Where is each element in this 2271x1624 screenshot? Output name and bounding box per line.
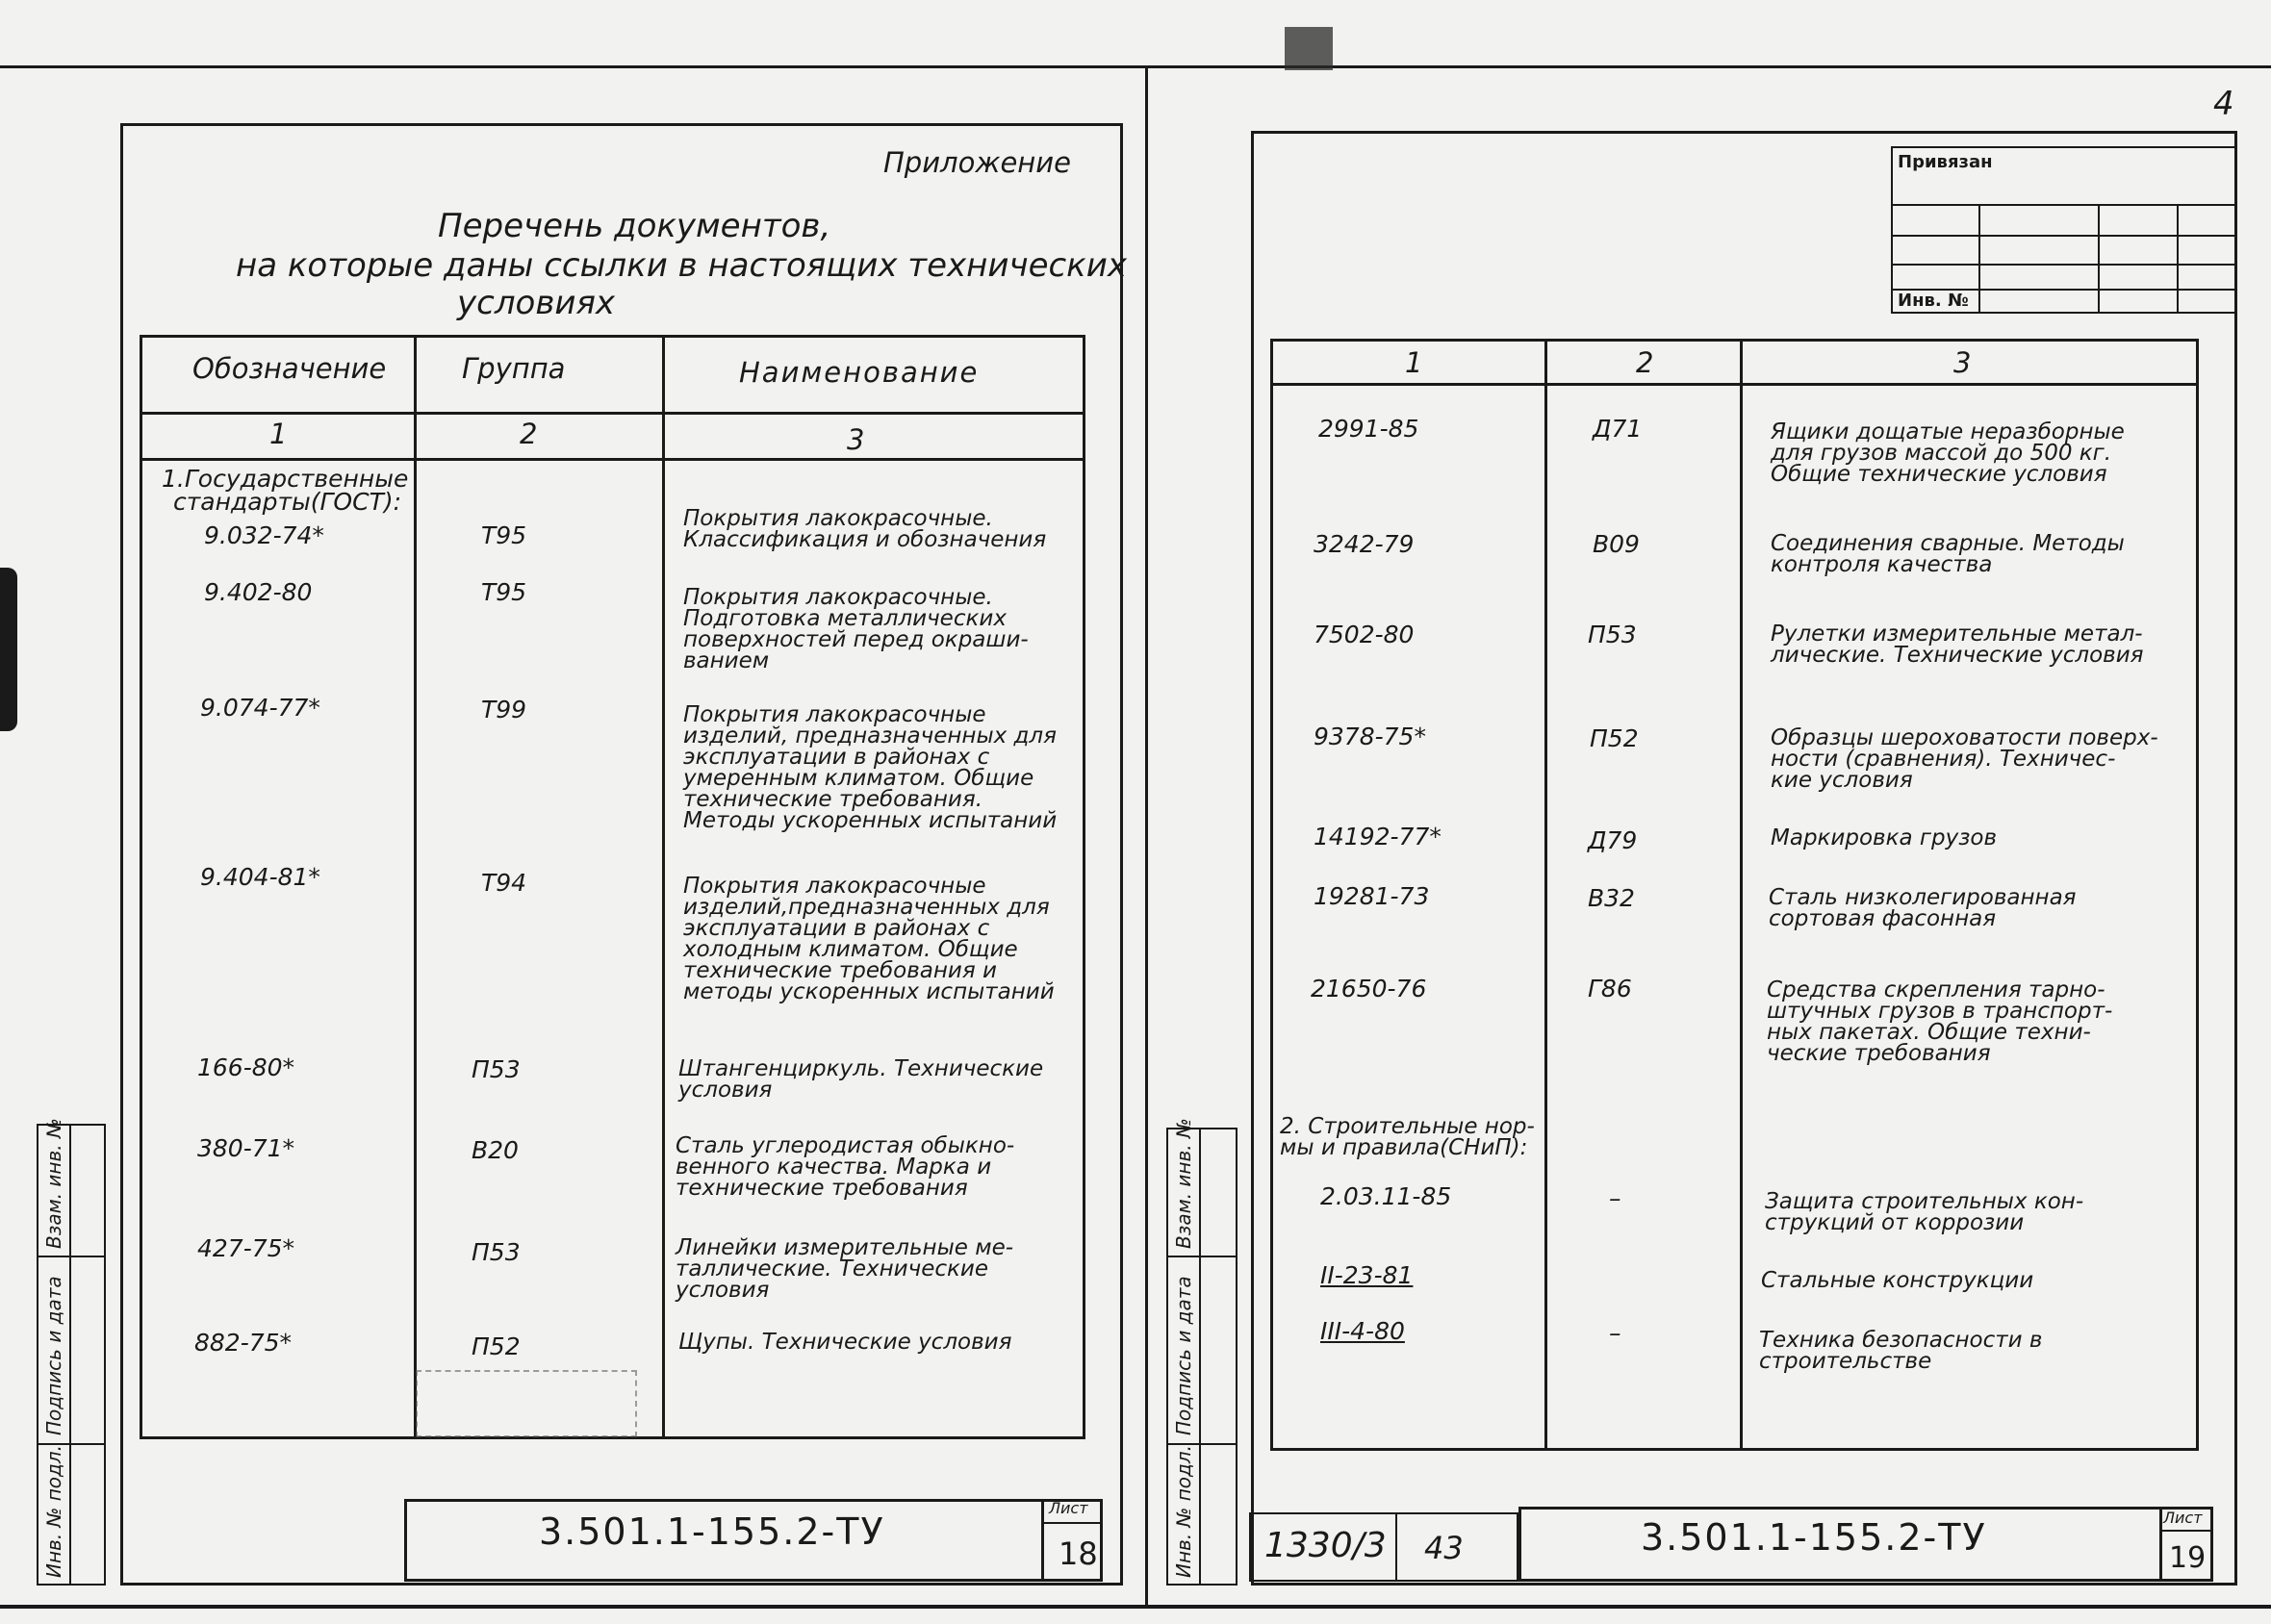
section2-title: 2. Строительные нор- мы и правила(СНиП): (1280, 1114, 1535, 1160)
row-group: Г86 (1588, 975, 1632, 1002)
row-name: Линейки измерительные ме- таллические. Технические условия (676, 1235, 1014, 1303)
row-code: 14192-77* (1314, 823, 1442, 850)
side-label-inv: Инв. № подл. (1172, 1445, 1195, 1578)
row-group: Т95 (481, 521, 527, 549)
side-label-replace: Взам. инв. № (1172, 1118, 1195, 1249)
row-code: 166-80* (197, 1053, 295, 1081)
row-code: 380-71* (197, 1134, 295, 1162)
row-name: Техника безопасности в строительстве (1759, 1328, 2043, 1374)
appendix-label: Приложение (883, 146, 1071, 179)
row-name: Покрытия лакокрасочные. Классификация и обозначения (683, 506, 1047, 552)
row-group: В20 (472, 1136, 519, 1164)
colnum-1: 1 (269, 418, 288, 450)
inv-value: 1330/3 (1264, 1526, 1387, 1565)
row-group: Д79 (1588, 826, 1638, 854)
row-name: Щупы. Технические условия (678, 1330, 1012, 1355)
row-name: Покрытия лакокрасочные изделий,предназначенных для эксплуатации в районах с холодным климатом. Общие технические требования и методы ускоренных испытаний (683, 874, 1055, 1004)
colnum-3: 3 (847, 423, 865, 456)
colnum-1: 1 (1405, 346, 1423, 379)
row-code: 19281-73 (1314, 882, 1430, 910)
colnum-2: 2 (520, 418, 538, 450)
header-name: Наименование (739, 356, 980, 389)
row-code: II-23-81 (1320, 1261, 1414, 1289)
row-group: В09 (1593, 530, 1640, 558)
sheet-number: 19 (2169, 1541, 2207, 1575)
side-label-replace: Взам. инв. № (42, 1118, 65, 1249)
colnum-2: 2 (1636, 346, 1654, 379)
colnum-3: 3 (1953, 346, 1972, 379)
row-code: III-4-80 (1320, 1317, 1405, 1345)
list-title-line3: условиях (457, 284, 616, 322)
doc-code: 3.501.1-155.2-ТУ (1641, 1516, 1987, 1559)
row-group: П52 (1590, 724, 1639, 752)
page-fold (1145, 65, 1148, 1605)
row-name: Стальные конструкции (1761, 1268, 2034, 1293)
row-group: П53 (472, 1238, 521, 1266)
row-group: П53 (1588, 621, 1637, 648)
row-group: – (1609, 1319, 1621, 1347)
corner-number: 4 (2213, 85, 2234, 123)
side-label-inv: Инв. № подл. (42, 1445, 65, 1578)
row-code: 2.03.11-85 (1320, 1182, 1452, 1210)
inv-value2: 43 (1424, 1530, 1464, 1566)
row-code: 9378-75* (1314, 723, 1426, 750)
row-group: П52 (472, 1332, 521, 1360)
row-name: Рулетки измерительные метал- лические. Технические условия (1771, 622, 2144, 668)
row-name: Покрытия лакокрасочные изделий, предназначенных для эксплуатации в районах с умеренным климатом. Общие технические требования. Методы ускоренных испытаний (683, 702, 1058, 833)
row-group: В32 (1588, 884, 1635, 912)
list-title-line2: на которые даны ссылки в настоящих технических (236, 246, 1127, 285)
row-group: Т99 (481, 696, 527, 723)
row-name: Образцы шероховатости поверх- ности (сравнения). Техничес- кие условия (1771, 725, 2158, 793)
row-code: 2991-85 (1318, 415, 1419, 443)
side-label-sign: Подпись и дата (42, 1276, 65, 1435)
section-title: 1.Государственные стандарты(ГОСТ): (162, 465, 409, 516)
binding-hole-mark (0, 568, 17, 731)
row-name: Штангенциркуль. Технические условия (678, 1056, 1044, 1103)
row-code: 9.074-77* (200, 694, 320, 722)
sheet-label: Лист (2163, 1509, 2203, 1527)
row-code: 7502-80 (1314, 621, 1415, 648)
row-name: Сталь углеродистая обыкно- венного качества. Марка и технические требования (676, 1133, 1015, 1201)
row-group: – (1609, 1184, 1621, 1212)
row-name: Средства скрепления тарно- штучных грузов в транспорт- ных пакетах. Общие техни- ческие требования (1767, 977, 2113, 1066)
row-code: 21650-76 (1311, 975, 1427, 1002)
sheet-label: Лист (1049, 1499, 1088, 1517)
inv-label: Инв. № (1898, 291, 1969, 311)
row-group: Т94 (481, 869, 527, 897)
row-code: 9.402-80 (204, 578, 313, 606)
header-group: Группа (462, 352, 566, 385)
stamp-label: Привязан (1898, 152, 1993, 172)
page-top-rule (0, 65, 2271, 68)
scan-blot (1285, 27, 1333, 70)
row-group: П53 (472, 1055, 521, 1083)
row-code: 3242-79 (1314, 530, 1415, 558)
side-label-sign: Подпись и дата (1172, 1276, 1195, 1435)
row-name: Защита строительных кон- струкций от коррозии (1765, 1189, 2084, 1235)
row-code: 9.404-81* (200, 863, 320, 891)
faded-stamp (416, 1370, 637, 1437)
row-name: Соединения сварные. Методы контроля качества (1771, 531, 2125, 577)
row-name: Ящики дощатые неразборные для грузов массой до 500 кг. Общие технические условия (1771, 419, 2125, 487)
list-title-line1: Перечень документов, (438, 207, 831, 245)
row-group: Д71 (1593, 415, 1643, 443)
row-group: Т95 (481, 578, 527, 606)
row-name: Сталь низколегированная сортовая фасонная (1769, 885, 2077, 931)
row-name: Покрытия лакокрасочные. Подготовка металлических поверхностей перед окраши- ванием (683, 585, 1029, 673)
page-bottom-rule (0, 1605, 2271, 1609)
row-name: Маркировка грузов (1771, 825, 1998, 850)
doc-code: 3.501.1-155.2-ТУ (539, 1510, 885, 1553)
row-code: 9.032-74* (204, 521, 324, 549)
sheet-number: 18 (1059, 1535, 1098, 1572)
row-code: 427-75* (197, 1234, 295, 1262)
header-designation: Обозначение (192, 352, 387, 385)
row-code: 882-75* (194, 1329, 293, 1357)
